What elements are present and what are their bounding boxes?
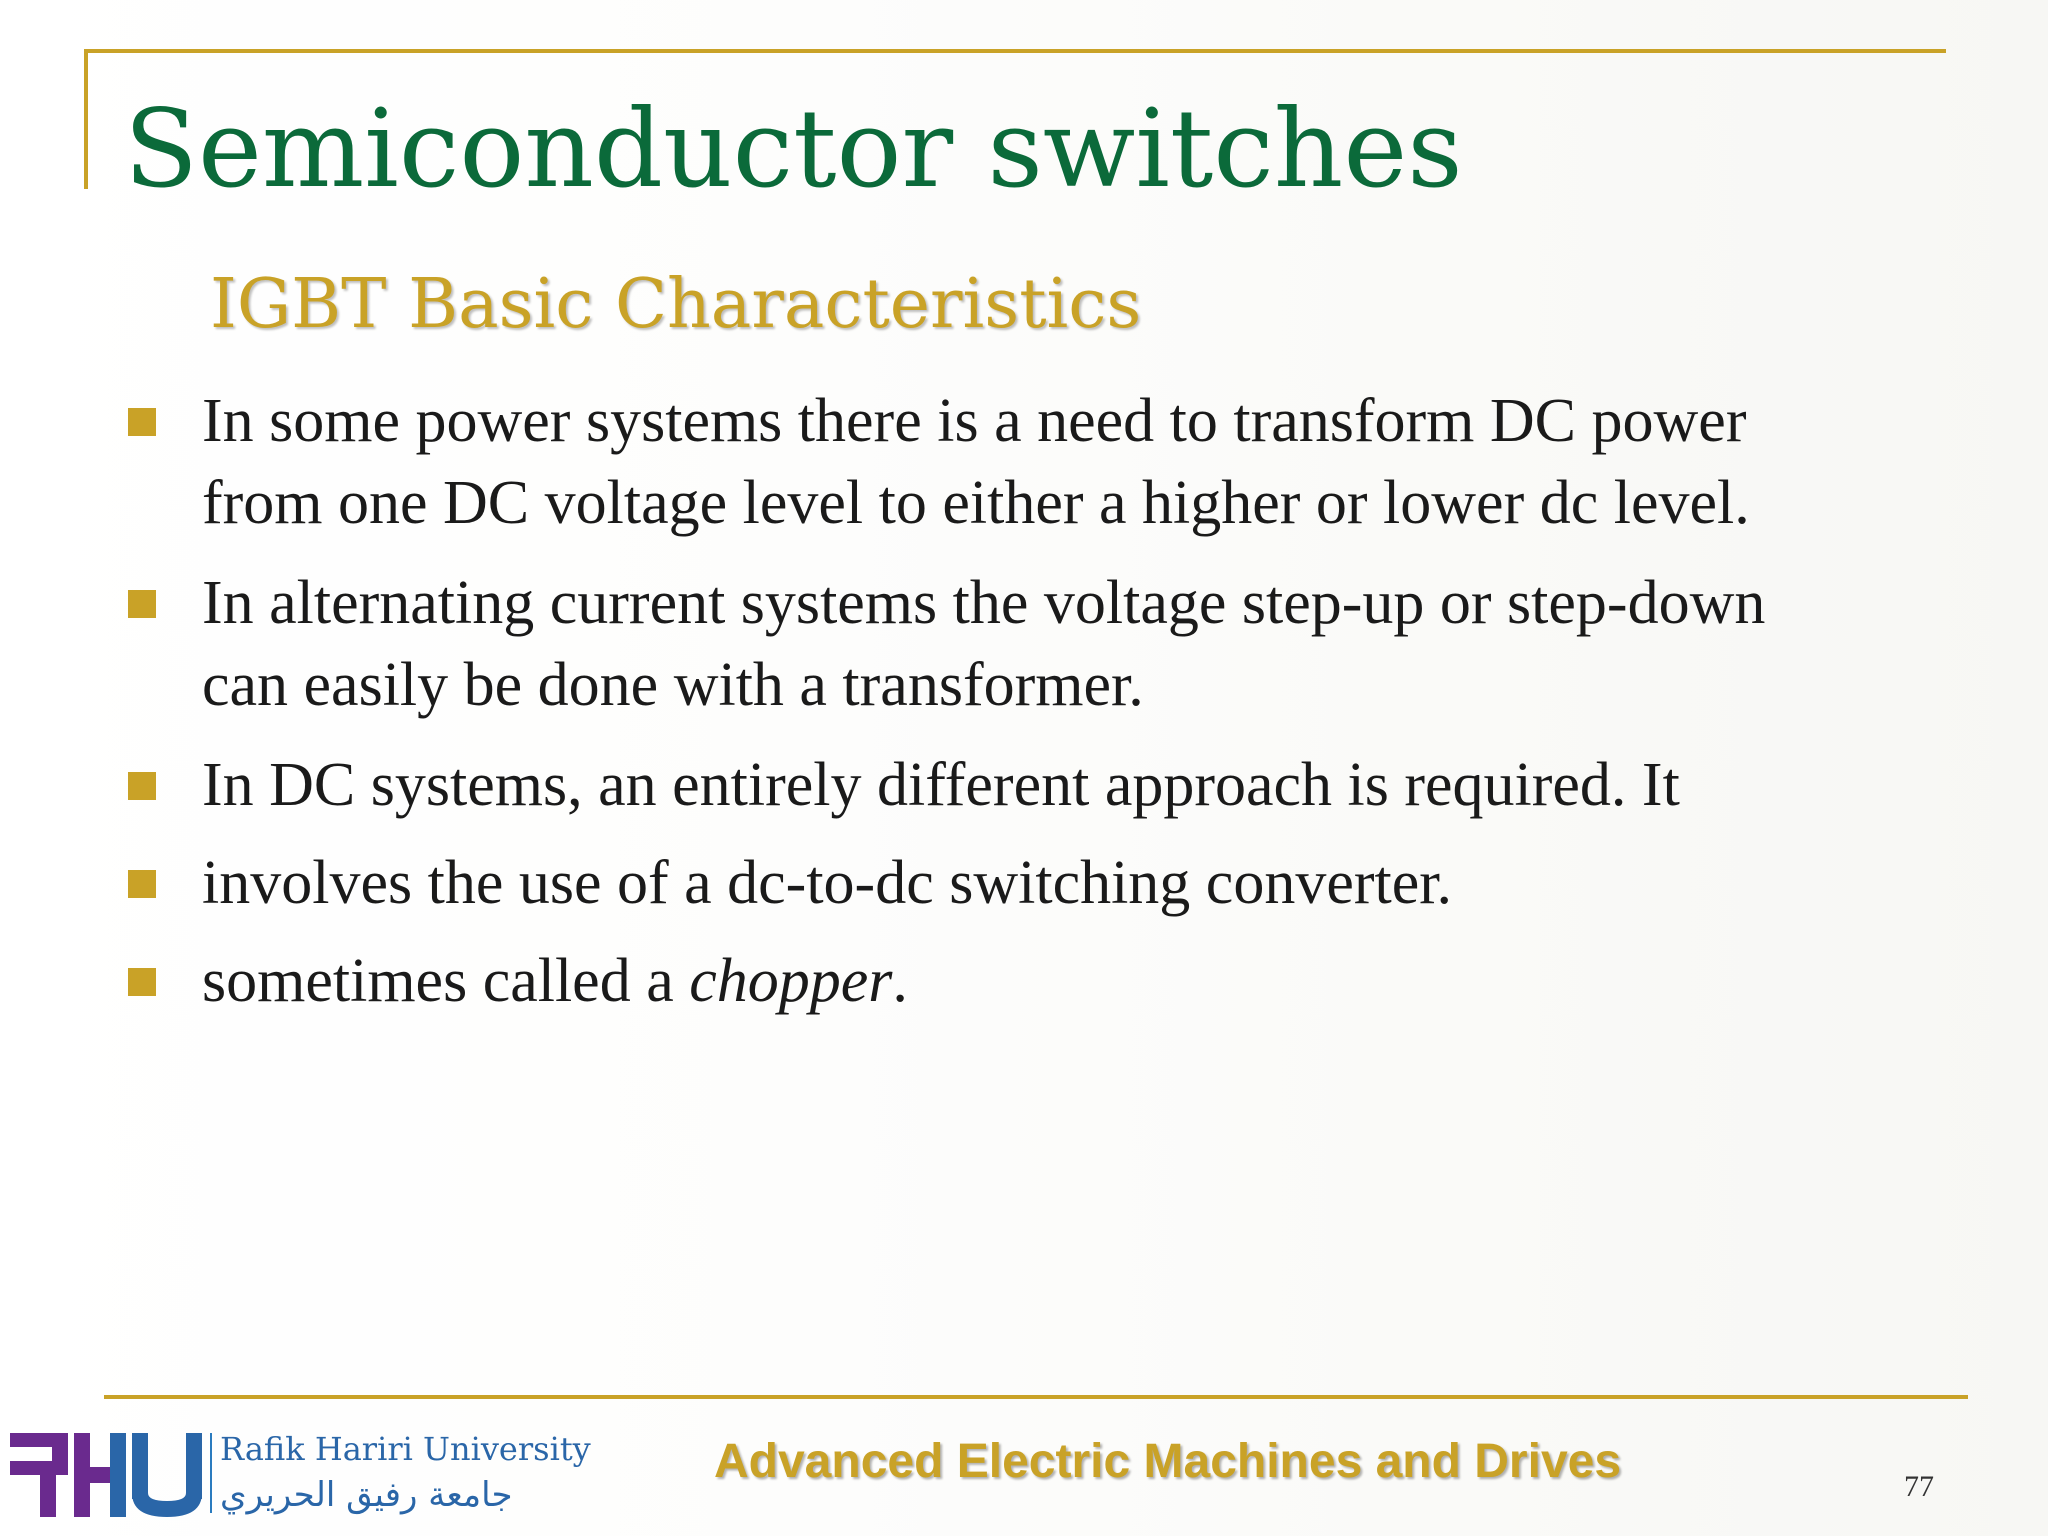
slide-title: Semiconductor switches bbox=[124, 87, 1463, 212]
university-name: Rafik Hariri University bbox=[220, 1430, 591, 1468]
square-bullet-icon bbox=[128, 772, 156, 800]
square-bullet-icon bbox=[128, 870, 156, 898]
square-bullet-icon bbox=[128, 590, 156, 618]
university-name-arabic: جامعة رفيق الحريري bbox=[220, 1475, 513, 1515]
slide-subtitle: IGBT Basic Characteristics bbox=[210, 265, 1142, 344]
square-bullet-icon bbox=[128, 408, 156, 436]
bullet-text-italic: chopper bbox=[689, 947, 893, 1015]
course-title: Advanced Electric Machines and Drives bbox=[714, 1435, 1622, 1488]
university-logo bbox=[10, 1425, 591, 1525]
bullet-text: In DC systems, an entirely different approach is required. It bbox=[202, 751, 1680, 819]
bullet-text: involves the use of a dc-to-dc switching converter. bbox=[202, 849, 1452, 917]
page-number: 77 bbox=[1904, 1470, 1934, 1503]
logo-divider bbox=[210, 1433, 212, 1513]
footer-rule bbox=[104, 1395, 1968, 1399]
rhu-logo-icon bbox=[10, 1433, 206, 1517]
bullet-text: In some power systems there is a need to transform DC power from one DC voltage level to either a higher or lower dc level. bbox=[202, 387, 1750, 537]
square-bullet-icon bbox=[128, 968, 156, 996]
bullet-text: In alternating current systems the voltage step-up or step-down can easily be done with a transformer. bbox=[202, 569, 1766, 719]
bullet-text bbox=[202, 940, 1962, 1022]
bullet-text-before: sometimes called a bbox=[202, 947, 690, 1015]
bullet-text-after: . bbox=[892, 947, 908, 1015]
